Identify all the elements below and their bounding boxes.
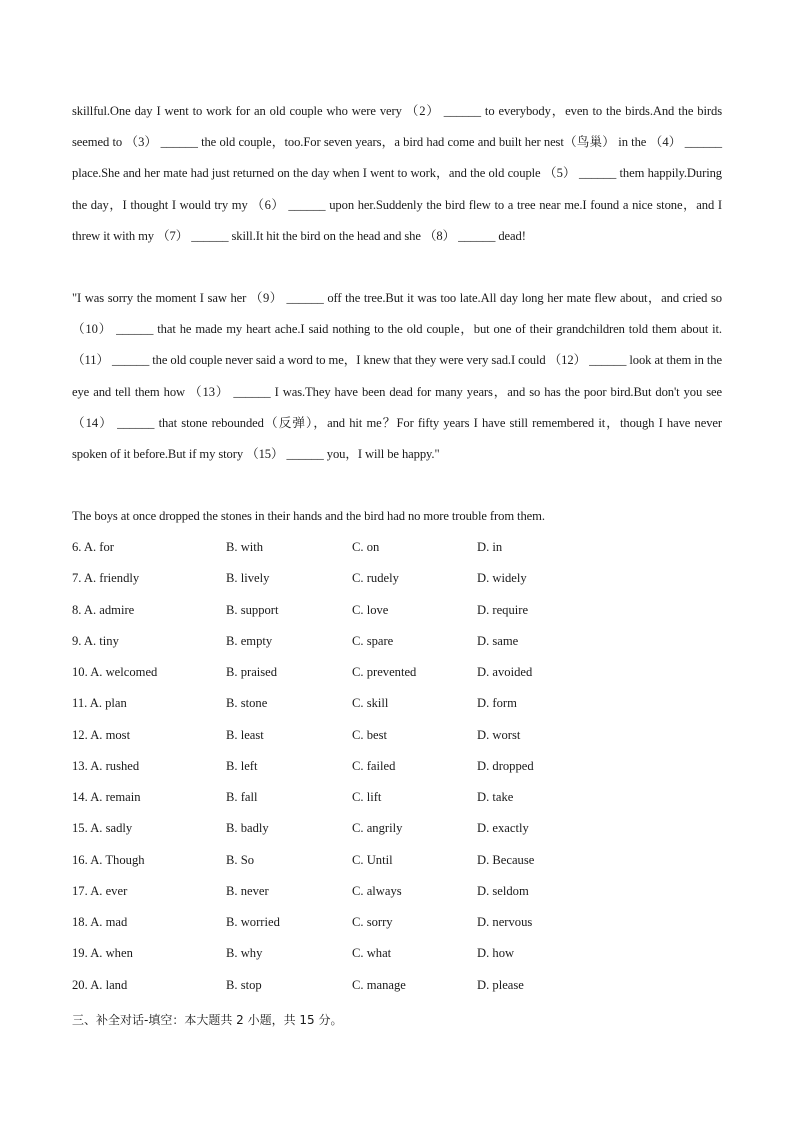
passage-paragraph: skillful.One day I went to work for an old couple who were very （2） ______ to everybody，even to the birds.And the birds seemed to （3） ______ the old couple，too.For seven years，a bird had come and built her nest（鸟巢） in the （4） ______ place.She and her mate had just returned on the day when I went to work，and the old couple （5） ______ them happily.During the day，I thought I would try my （6） ______ upon her.Suddenly the bird flew to a tree near me.I found a nice stone，and I threw it with my （7） ______ skill.It hit the bird on the head and she （8） ______ dead!: [72, 104, 722, 243]
option-c: C. prevented: [352, 665, 417, 679]
option-d: D. worst: [477, 727, 521, 742]
option-c: C. failed: [352, 758, 396, 773]
question-row: [72, 688, 722, 719]
option-b: B. never: [226, 883, 269, 898]
option-a: 12. A. most: [72, 727, 131, 742]
question-row: [72, 938, 722, 969]
question-row: [72, 751, 722, 782]
question-row: [72, 626, 722, 657]
option-c: C. sorry: [352, 915, 393, 929]
option-c: C. rudely: [352, 571, 399, 586]
option-d: D. nervous: [477, 915, 533, 929]
option-a: 15. A. sadly: [72, 821, 133, 836]
option-a: 16. A. Though: [72, 852, 145, 867]
option-c: C. angrily: [352, 821, 403, 836]
option-b: B. badly: [226, 821, 269, 836]
option-a: 14. A. remain: [72, 790, 141, 804]
question-row: [72, 845, 722, 876]
option-b: B. praised: [226, 665, 278, 679]
option-d: D. exactly: [477, 821, 529, 836]
option-b: B. So: [226, 852, 254, 867]
option-a: 11. A. plan: [72, 696, 127, 711]
option-c: C. Until: [352, 852, 393, 867]
option-d: D. how: [477, 946, 515, 961]
option-c: C. lift: [352, 790, 382, 804]
option-a: 20. A. land: [72, 977, 128, 992]
option-d: D. in: [477, 540, 503, 554]
option-a: 8. A. admire: [72, 602, 135, 617]
option-d: D. please: [477, 977, 524, 992]
option-d: D. dropped: [477, 758, 534, 773]
passage-paragraph: "I was sorry the moment I saw her （9） ______ off the tree.But it was too late.All day long her mate flew about，and cried so （10） ______ that he made my heart ache.I said nothing to the old couple，but one of their grandchildren told them about it. （11） ______ the old couple never said a word to me，I knew that they were very sad.I could （12） ______ look at them in the eye and tell them how （13） ______ I was.They have been dead for many years，and so has the poor bird.But don't you see（14） ______ that stone rebounded（反弹），and hit me？For fifty years I have still remembered it，though I have never spoken of it before.But if my story （15） ______ you，I will be happy.": [72, 291, 722, 462]
question-row: [72, 782, 722, 813]
option-c: C. always: [352, 883, 402, 898]
option-d: D. require: [477, 602, 529, 617]
question-row: [72, 595, 722, 626]
question-row: [72, 876, 722, 907]
question-row: [72, 970, 722, 1001]
option-a: 10. A. welcomed: [72, 665, 158, 679]
option-b: B. stop: [226, 977, 262, 992]
option-b: B. left: [226, 758, 258, 773]
option-d: D. form: [477, 696, 517, 711]
option-b: B. why: [226, 946, 263, 961]
question-row: [72, 563, 722, 594]
option-c: C. skill: [352, 696, 389, 711]
option-a: 6. A. for: [72, 540, 114, 554]
question-row: [72, 720, 722, 751]
option-c: C. best: [352, 727, 387, 742]
option-d: D. Because: [477, 852, 535, 867]
option-b: B. support: [226, 602, 279, 617]
option-b: B. with: [226, 540, 264, 554]
option-a: 9. A. tiny: [72, 633, 119, 648]
passage-paragraph: The boys at once dropped the stones in their hands and the bird had no more trouble from them.: [72, 509, 545, 523]
section-heading: 三、补全对话-填空：本大题共 2 小题，共 15 分。: [72, 1013, 343, 1027]
question-row: [72, 907, 722, 938]
option-d: D. seldom: [477, 883, 529, 898]
option-c: C. love: [352, 602, 389, 617]
exam-page: [72, 0, 722, 1123]
options-list: [72, 532, 722, 1001]
option-a: 17. A. ever: [72, 883, 128, 898]
option-a: 18. A. mad: [72, 915, 128, 929]
option-a: 13. A. rushed: [72, 758, 140, 773]
option-a: 19. A. when: [72, 946, 133, 961]
option-c: C. spare: [352, 633, 394, 648]
option-b: B. worried: [226, 915, 280, 929]
option-b: B. least: [226, 727, 264, 742]
option-d: D. widely: [477, 571, 527, 586]
option-b: B. lively: [226, 571, 270, 586]
question-row: [72, 657, 722, 688]
option-b: B. empty: [226, 633, 273, 648]
option-a: 7. A. friendly: [72, 571, 140, 586]
option-c: C. manage: [352, 977, 406, 992]
option-c: C. on: [352, 540, 380, 554]
option-b: B. stone: [226, 696, 268, 711]
option-d: D. take: [477, 790, 514, 804]
question-row: [72, 532, 722, 563]
question-row: [72, 813, 722, 844]
option-d: D. same: [477, 633, 519, 648]
option-b: B. fall: [226, 790, 258, 804]
option-c: C. what: [352, 946, 392, 961]
option-d: D. avoided: [477, 665, 533, 679]
